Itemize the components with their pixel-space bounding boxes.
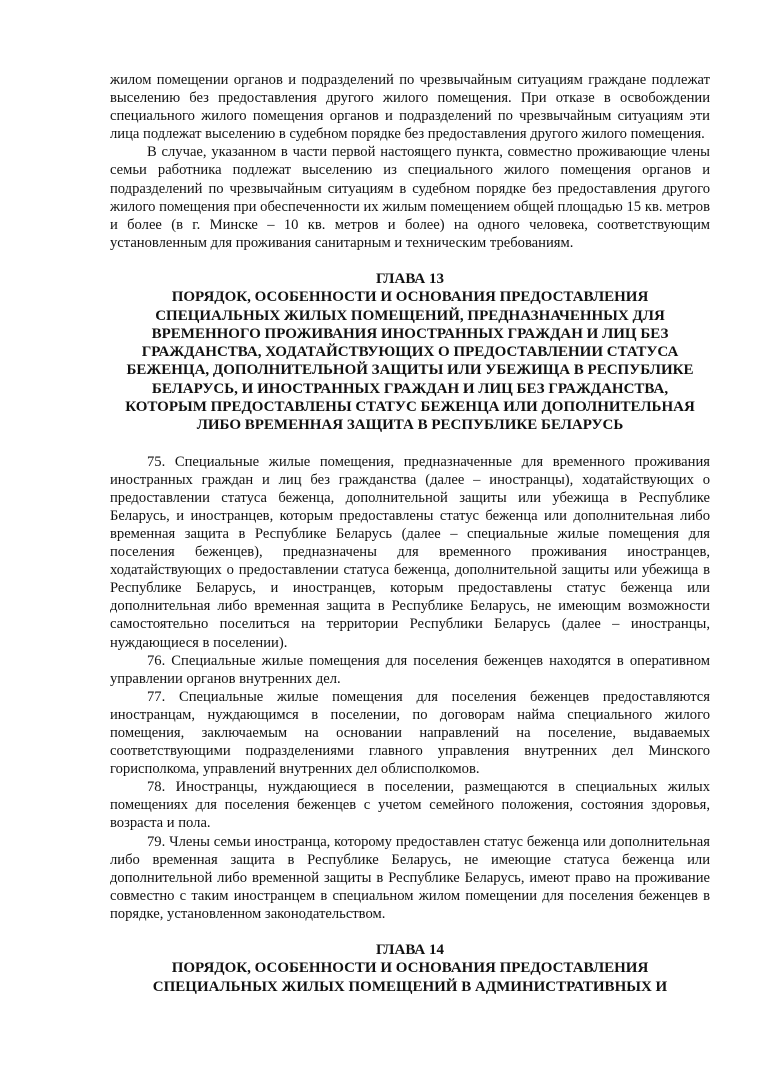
paragraph-79: 79. Члены семьи иностранца, которому предоставлен статус беженца или дополнительная либо временная защита в Республике Беларусь, не имеющие статуса беженца или дополнительной либо временной защиты в Республике Беларусь, имеют право на проживание совместно с таким иностранцем в специальном жилом помещении для поселения беженцев в порядке, установленном законодательством. [110,833,710,922]
chapter-13-label: ГЛАВА 13 [376,270,444,287]
paragraph-75: 75. Специальные жилые помещения, предназначенные для временного проживания иностранных граждан и лиц без гражданства (далее – иностранцы), ходатайствующих о предоставлении статуса беженца, дополнительной защиты или убежища в Республике Беларусь, и иностранцев, которым предоставлены статус беженца или дополнительная либо временная защита в Республике Беларусь (далее – специальные жилые помещения для поселения беженцев), предназначены для временного проживания иностранцев, ходатайствующих о предоставлении статуса беженца, дополнительной защиты или убежища в Республике Беларусь, и иностранцев, которым предоставлены статус беженца или дополнительная либо временная защита в Республике Беларусь, не имеющим возможности самостоятельно поселиться на территории Республики Беларусь (далее – иностранцы, нуждающиеся в поселении). [110,453,710,651]
paragraph-76: 76. Специальные жилые помещения для поселения беженцев находятся в оперативном управлении органов внутренних дел. [110,652,710,687]
document-page [110,71,710,996]
paragraph-77: 77. Специальные жилые помещения для поселения беженцев предоставляются иностранцам, нуждающимся в поселении, по договорам найма специального жилого помещения, заключаемым на основании направлений на поселение, выдаваемых соответствующими подразделениями главного управления внутренних дел Минского горисполкома, управлений внутренних дел облисполкомов. [110,688,710,778]
chapter-14-title: ПОРЯДОК, ОСОБЕННОСТИ И ОСНОВАНИЯ ПРЕДОСТАВЛЕНИЯ СПЕЦИАЛЬНЫХ ЖИЛЫХ ПОМЕЩЕНИЙ В АДМИНИСТРАТИВНЫХ И [152,960,668,995]
paragraph-intro-2: В случае, указанном в части первой настоящего пункта, совместно проживающие члены семьи работника подлежат выселению из специального жилого помещения органов и подразделений по чрезвычайным ситуациям в судебном порядке без предоставления другого жилого помещения при обеспеченности их жилым помещением общей площадью 15 кв. метров и более (в г. Минске – 10 кв. метров и более) на одного человека, соответствующим установленным для проживания санитарным и техническим требованиям. [110,144,710,251]
chapter-13-title: ПОРЯДОК, ОСОБЕННОСТИ И ОСНОВАНИЯ ПРЕДОСТАВЛЕНИЯ СПЕЦИАЛЬНЫХ ЖИЛЫХ ПОМЕЩЕНИЙ, ПРЕДНАЗНАЧЕННЫХ ДЛЯ ВРЕМЕННОГО ПРОЖИВАНИЯ ИНОСТРАННЫХ ГРАЖДАН И ЛИЦ БЕЗ ГРАЖДАНСТВА, ХОДАТАЙСТВУЮЩИХ О ПРЕДОСТАВЛЕНИИ СТАТУСА БЕЖЕНЦА, ДОПОЛНИТЕЛЬНОЙ ЗАЩИТЫ ИЛИ УБЕЖИЩА В РЕСПУБЛИКЕ БЕЛАРУСЬ, И ИНОСТРАННЫХ ГРАЖДАН И ЛИЦ БЕЗ ГРАЖДАНСТВА, КОТОРЫМ ПРЕДОСТАВЛЕНЫ СТАТУС БЕЖЕНЦА ИЛИ ДОПОЛНИТЕЛЬНАЯ ЛИБО ВРЕМЕННАЯ ЗАЩИТА В РЕСПУБЛИКЕ БЕЛАРУСЬ [125,289,695,434]
paragraph-intro-continuation: жилом помещении органов и подразделений по чрезвычайным ситуациям граждане подлежат выселению без предоставления другого жилого помещения. При отказе в освобождении специального жилого помещения органов и подразделений по чрезвычайным ситуациям эти лица подлежат выселению в судебном порядке без предоставления другого жилого помещения. [110,72,710,143]
chapter-14-label: ГЛАВА 14 [376,942,444,959]
paragraph-78: 78. Иностранцы, нуждающиеся в поселении, размещаются в специальных жилых помещениях для поселения беженцев с учетом семейного положения, состояния здоровья, возраста и пола. [110,779,710,832]
